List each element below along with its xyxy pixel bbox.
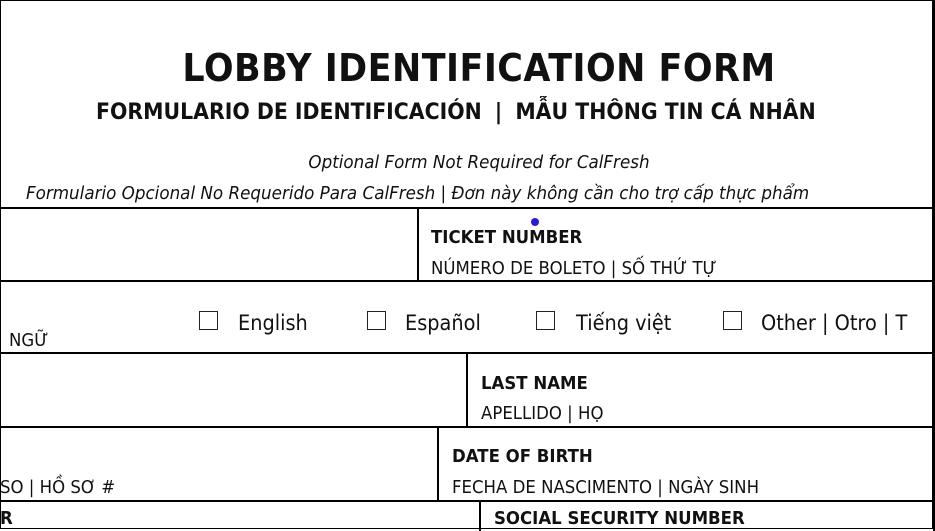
subtitle-vietnamese: MẪU THÔNG TIN CÁ NHÂN (515, 100, 816, 125)
option-english-label: English (238, 311, 308, 335)
last-name-divider (466, 352, 468, 427)
checkbox-espanol[interactable] (367, 311, 386, 330)
ticket-number-sublabel: NÚMERO DE BOLETO | SỐ THỨ TỰ (431, 258, 717, 279)
subtitle-spanish: FORMULARIO DE IDENTIFICACIÓN (96, 100, 482, 125)
option-espanol-label: Español (405, 311, 481, 335)
checkbox-english[interactable] (199, 311, 218, 330)
checkbox-tieng-viet[interactable] (536, 311, 555, 330)
table-top-border (0, 207, 935, 209)
subtitle-separator: | (494, 100, 503, 125)
last-name-sublabel: APELLIDO | HỌ (481, 403, 604, 424)
form-title: LOBBY IDENTIFICATION FORM (182, 46, 776, 90)
ssn-divider (479, 500, 481, 531)
dob-label: DATE OF BIRTH (452, 446, 593, 467)
ticket-number-label: TICKET NUMBER (431, 227, 583, 248)
ticket-divider (417, 207, 419, 281)
optional-note-english: Optional Form Not Required for CalFresh (308, 152, 650, 173)
dob-divider (437, 426, 439, 501)
case-number-label-fragment: SO | HỒ SƠ # (0, 477, 116, 498)
row-divider-3 (0, 426, 935, 428)
cursor-marker (531, 218, 539, 226)
dob-sublabel: FECHA DE NASCIMENTO | NGÀY SINH (452, 477, 760, 498)
row-divider-4 (0, 500, 935, 502)
language-label-fragment: NGỮ (9, 330, 49, 351)
option-other-label: Other | Otro | T (761, 311, 908, 335)
ssn-label: SOCIAL SECURITY NUMBER (494, 508, 745, 529)
checkbox-other[interactable] (723, 311, 742, 330)
last-name-label: LAST NAME (481, 373, 588, 394)
option-tieng-viet-label: Tiếng việt (576, 311, 672, 335)
optional-note-translations: Formulario Opcional No Requerido Para CalFresh | Đơn này không cần cho trợ cấp thực phẩm (26, 183, 810, 204)
form-subtitle (96, 100, 816, 125)
row-label-fragment: R (0, 508, 13, 529)
row-divider-1 (0, 280, 935, 282)
